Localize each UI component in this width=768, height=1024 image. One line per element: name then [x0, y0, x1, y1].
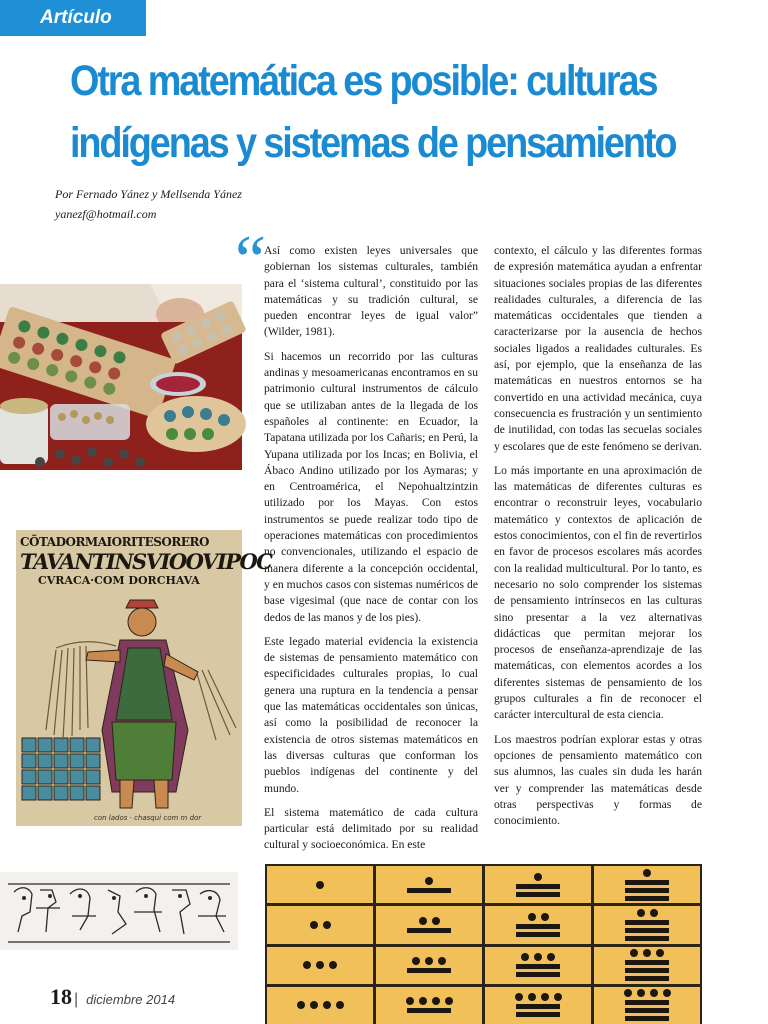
article-title: [70, 50, 676, 174]
numeral-dot: [425, 877, 433, 885]
numeral-dot: [445, 997, 453, 1005]
mayan-numeral-tile: [376, 906, 482, 943]
numeral-dot: [297, 1001, 305, 1009]
numeral-bar: [516, 892, 560, 897]
numeral-dots: [521, 953, 555, 961]
numeral-bar: [625, 896, 669, 901]
numeral-dots: [637, 909, 658, 917]
body-column-2: [494, 243, 702, 837]
numeral-dot: [316, 961, 324, 969]
issue-date: diciembre 2014: [86, 992, 176, 1007]
numeral-bar: [516, 964, 560, 969]
numeral-bar: [625, 968, 669, 973]
numeral-dots: [624, 989, 671, 997]
numeral-bar: [625, 920, 669, 925]
article-title-line-1: Otra matemática es posible: culturas: [70, 57, 657, 105]
column-1-paragraph-2: Si hacemos un recorrido por las culturas andinas y mesoamericanas encontramos en su patrimonio cultural instrumentos de cálculo que se utilizaban antes de la llegada de los españoles al continente: en Ecuador, la Tapatana utilizada por los Cañaris; en Perú, la Yupana utilizada por los Incas; en Bolivia, el Ábaco Andino utilizado por los Aymaras; y en Centroamérica, el Nepohualtzintzin utilizado por los Mayas. Con estos instrumentos se puede realizar todo tipo de operaciones matemáticas con procedimientos no convencionales, utilizando el espacio de manera diferente a la concepción occidental, y en muchos casos con sistemas numéricos de base vigesimal (que nace de contar con los dedos de las manos y de los pies).: [264, 349, 478, 624]
numeral-dot: [329, 961, 337, 969]
numeral-dots: [534, 873, 542, 881]
numeral-dot: [303, 961, 311, 969]
numeral-dot: [650, 989, 658, 997]
numeral-bar: [625, 976, 669, 981]
column-2-paragraph-2: Lo más importante en una aproximación de las matemáticas de diferentes culturas es encontrar o reconstruir leyes, vocabulario matemático y contextos de aplicación de estos conocimientos, con el fin de revertirlos en favor de procesos escolares más acordes con la realidad multicultural. Por lo tanto, es necesario no solo comprender los sistemas de pensamiento intrínsecos en las culturas sino presentar a la vez alternativas didácticas que permitan mejorar los procesos de enseñanza-aprendizaje de las matemáticas, con elementos acordes a los diferentes sistemas de pensamiento de los grupos culturales a fin de reconocer el carácter intercultural de esta ciencia.: [494, 463, 702, 722]
numeral-dot: [663, 989, 671, 997]
numeral-dot: [419, 997, 427, 1005]
column-1-paragraph-1: Así como existen leyes universales que gobiernan los sistemas culturales, también para el ‘sistema cultural’, constituido por las matemáticas y su tradición cultural, se pueden encontrar leyes de igual valor” (Wilder, 1981).: [264, 244, 478, 339]
numeral-dots: [515, 993, 562, 1001]
numeral-bar: [625, 928, 669, 933]
numeral-dots: [297, 1001, 344, 1009]
numeral-dots: [412, 957, 446, 965]
numeral-dot: [637, 909, 645, 917]
numeral-bar: [625, 1000, 669, 1005]
mayan-numeral-tile: [485, 987, 591, 1024]
footer-separator: |: [74, 991, 79, 1008]
mayan-numeral-tile: [594, 866, 700, 903]
column-1-paragraph-4: El sistema matemático de cada cultura particular está delimitado por su realidad cultural y socioeconómica. En este: [264, 805, 478, 852]
numeral-bar: [407, 888, 451, 893]
mayan-numeral-tile: [267, 866, 373, 903]
mayan-numeral-tile: [376, 947, 482, 984]
codex-footer-caption: con lados · chasqui com m dor: [94, 814, 202, 822]
abacus-photo: [0, 284, 242, 470]
numeral-bar: [625, 888, 669, 893]
numeral-dot: [534, 873, 542, 881]
mayan-numeral-tile: [376, 866, 482, 903]
numeral-dots: [310, 921, 331, 929]
numeral-dot: [547, 953, 555, 961]
mayan-numeral-tile: [267, 987, 373, 1024]
codex-caption-line-2: TAVANTINSVIOOVIPOC: [20, 549, 272, 574]
mayan-numeral-tile: [267, 947, 373, 984]
numeral-bar: [407, 928, 451, 933]
numeral-bar: [516, 1004, 560, 1009]
numeral-dot: [643, 949, 651, 957]
numeral-dot: [316, 881, 324, 889]
numeral-dot: [515, 993, 523, 1001]
numeral-dot: [554, 993, 562, 1001]
codex-caption-line-1: CÕTADORMAIORITESORERO: [20, 535, 209, 549]
numeral-bar: [407, 968, 451, 973]
numeral-bar: [516, 924, 560, 929]
mayan-numeral-tile: [594, 987, 700, 1024]
mayan-numeral-tile: [594, 947, 700, 984]
numeral-dot: [656, 949, 664, 957]
numeral-dot: [323, 921, 331, 929]
numeral-dot: [310, 921, 318, 929]
numeral-bar: [407, 1008, 451, 1013]
numeral-dot: [432, 917, 440, 925]
byline-authors: Por Fernado Yánez y Mellsenda Yánez: [55, 187, 242, 201]
byline: [55, 184, 242, 224]
numeral-bar: [625, 960, 669, 965]
numeral-dot: [650, 909, 658, 917]
numeral-dot: [336, 1001, 344, 1009]
mayan-numerals-grid: [267, 866, 700, 1024]
numeral-dots: [643, 869, 651, 877]
byline-email: yanezf@hotmail.com: [55, 207, 157, 221]
numeral-dots: [316, 881, 324, 889]
numeral-dot: [310, 1001, 318, 1009]
khipukamayuq-illustration: [16, 530, 272, 826]
numeral-bar: [625, 1016, 669, 1021]
numeral-bar: [625, 880, 669, 885]
numeral-dot: [323, 1001, 331, 1009]
numeral-dot: [521, 953, 529, 961]
codex-caption-line-3: CVRACA·COM DORCHAVA: [38, 574, 200, 587]
numeral-bar: [625, 1008, 669, 1013]
page-number: 18: [50, 984, 72, 1009]
numeral-dot: [541, 993, 549, 1001]
column-2-paragraph-1: contexto, el cálculo y las diferentes formas de expresión matemática ayudan a enfrentar situaciones sociales propias de las diferentes realidades culturales, a diferencia de las matemáticas occidentales que tienden a caracterizarse por la ausencia de hechos sociales ligados a realidades culturales. Es así, por ejemplo, que la enseñanza de las matemáticas en nuestros entornos se ha convertido en una actividad mecánica, cuya consecuencia es frustración y un sentimiento de inutilidad, con todas las secuelas sociales y escolares que de este fenómeno se derivan.: [494, 244, 702, 453]
column-2-paragraph-3: Los maestros podrían explorar estas y otras opciones de pensamiento matemático con sus alumnos, las cuales sin duda les harán ver y comprender las matemáticas desde otras perspectivas y formas de conocimiento.: [494, 732, 702, 828]
numeral-dot: [419, 917, 427, 925]
mayan-numeral-tile: [485, 906, 591, 943]
numeral-dot: [643, 869, 651, 877]
numeral-dot: [630, 949, 638, 957]
numeral-dots: [303, 961, 337, 969]
mayan-numeral-tile: [376, 987, 482, 1024]
numeral-dot: [528, 913, 536, 921]
numeral-dot: [534, 953, 542, 961]
numeral-bar: [516, 932, 560, 937]
numeral-dot: [528, 993, 536, 1001]
mayan-frieze-illustration: [0, 872, 238, 950]
mayan-numerals-table: [265, 864, 702, 1024]
page-footer: [50, 984, 175, 1010]
body-column-1: [264, 243, 478, 862]
mayan-numeral-tile: [267, 906, 373, 943]
article-title-line-2: indígenas y sistemas de pensamiento: [70, 119, 676, 167]
mayan-numeral-tile: [594, 906, 700, 943]
numeral-dot: [438, 957, 446, 965]
numeral-dots: [406, 997, 453, 1005]
numeral-dot: [624, 989, 632, 997]
section-tab: Artículo: [0, 0, 146, 36]
numeral-dots: [425, 877, 433, 885]
column-1-paragraph-3: Este legado material evidencia la existencia de sistemas de pensamiento matemático con especificidades culturales propias, lo cual genera una ruptura en la tendencia a pensar que las matemáticas occidentales son únicas, así como la posibilidad de reconocer la existencia de otros sistemas matemáticos en las diversas culturas que conforman los pueblos indígenas del continente y del mundo.: [264, 634, 478, 795]
numeral-dot: [541, 913, 549, 921]
numeral-bar: [516, 972, 560, 977]
opening-quote-mark: “: [228, 222, 263, 299]
numeral-dot: [412, 957, 420, 965]
numeral-dot: [637, 989, 645, 997]
numeral-bar: [516, 1012, 560, 1017]
numeral-dots: [630, 949, 664, 957]
numeral-dot: [432, 997, 440, 1005]
mayan-numeral-tile: [485, 866, 591, 903]
numeral-dot: [425, 957, 433, 965]
numeral-dot: [406, 997, 414, 1005]
numeral-bar: [625, 936, 669, 941]
mayan-numeral-tile: [485, 947, 591, 984]
numeral-dots: [528, 913, 549, 921]
numeral-dots: [419, 917, 440, 925]
numeral-bar: [516, 884, 560, 889]
